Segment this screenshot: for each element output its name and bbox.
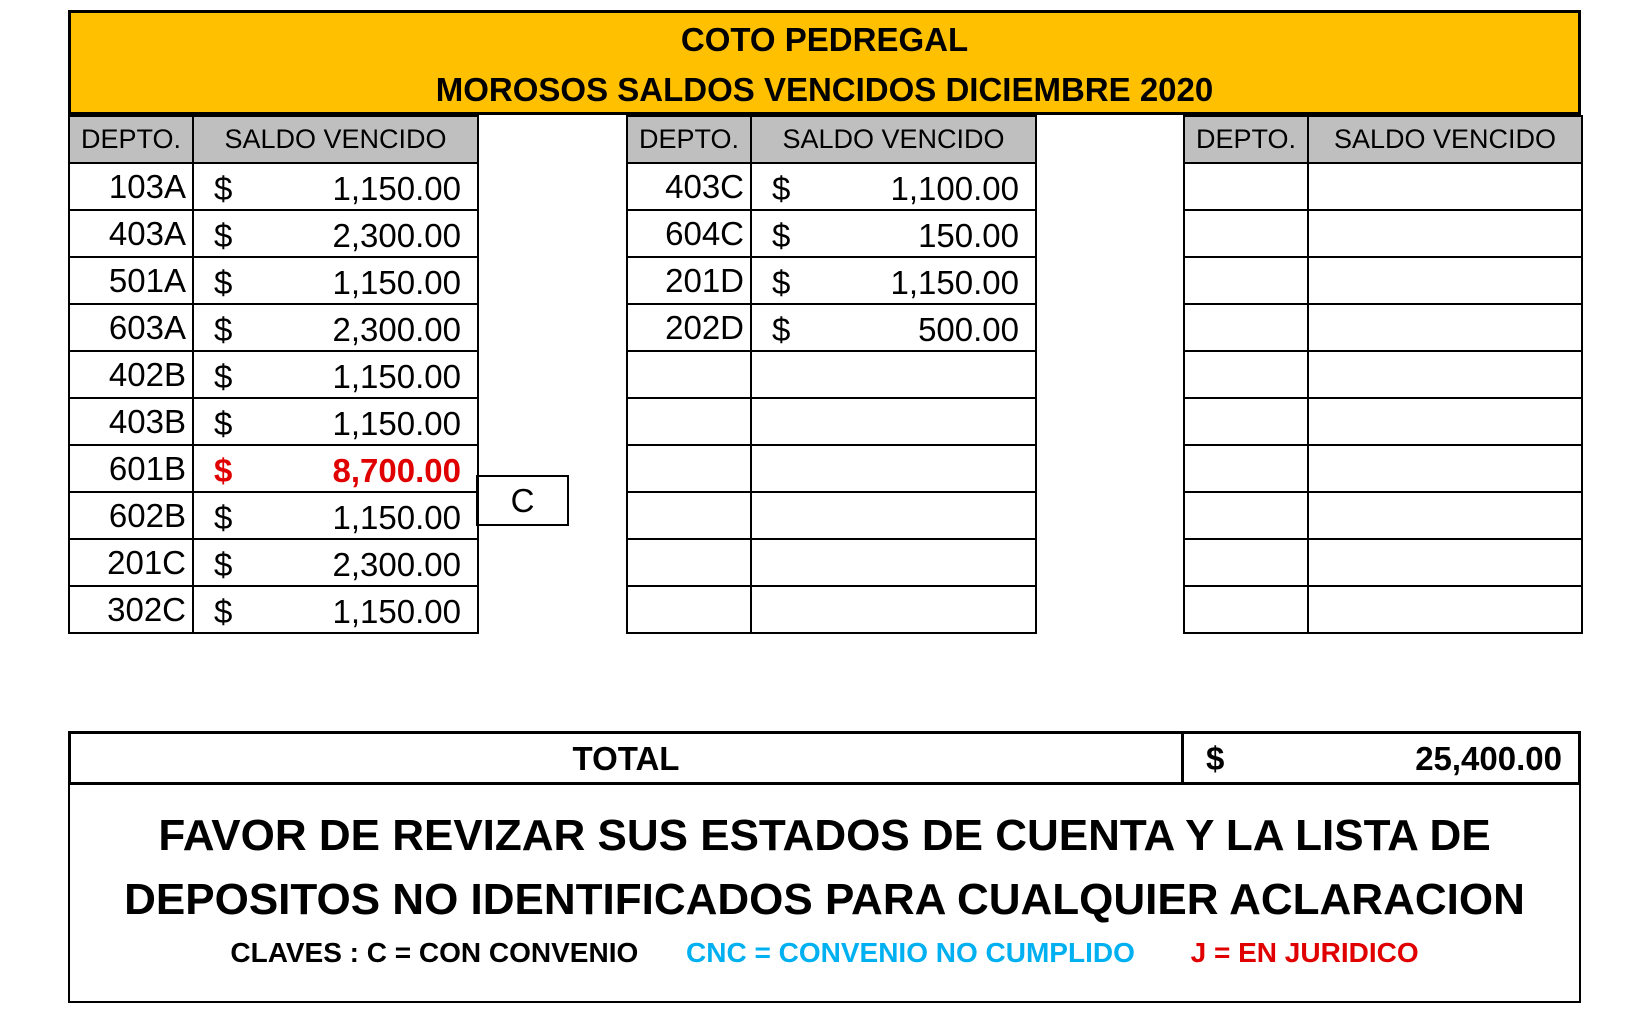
col-header-dept: DEPTO. [627,116,751,163]
table-row [69,257,478,304]
saldo-cell [193,351,478,398]
total-label: TOTAL [572,740,680,777]
table-row [627,445,1036,492]
currency-sign: $ [214,452,233,489]
saldo-cell [193,163,478,210]
balances-table-2 [626,115,1037,634]
col-header-saldo: SALDO VENCIDO [193,116,478,163]
table-row [627,586,1036,633]
saldo-cell [193,398,478,445]
currency-sign: $ [772,170,791,207]
saldo-cell [1308,210,1582,257]
saldo-cell [751,586,1036,633]
amount-value: 1,150.00 [890,264,1019,301]
table-row [1184,351,1582,398]
amount-value: 1,150.00 [332,264,461,301]
legend-key-c: CLAVES : C = CON CONVENIO [230,937,639,968]
currency-sign: $ [214,264,233,301]
saldo-cell [1308,304,1582,351]
dept-cell: 501A [69,257,193,304]
amount-value: 8,700.00 [332,452,461,489]
table-row [1184,445,1582,492]
total-row [68,731,1581,785]
saldo-cell [1308,398,1582,445]
dept-cell [627,398,751,445]
dept-cell: 202D [627,304,751,351]
saldo-cell [751,398,1036,445]
saldo-cell [1308,445,1582,492]
currency-sign: $ [214,311,233,348]
amount-value: 1,150.00 [332,170,461,207]
saldo-cell [751,163,1036,210]
table-row [69,304,478,351]
balances-table-3 [1183,115,1583,634]
saldo-cell [193,586,478,633]
dept-cell [627,351,751,398]
dept-cell [627,492,751,539]
saldo-cell [1308,351,1582,398]
currency-sign: $ [214,499,233,536]
table-row [1184,257,1582,304]
total-value: 25,400.00 [1415,740,1562,777]
saldo-cell [1308,492,1582,539]
amount-value: 1,150.00 [332,405,461,442]
currency-sign: $ [214,358,233,395]
amount-value: 2,300.00 [332,217,461,254]
amount-value: 1,150.00 [332,358,461,395]
currency-sign: $ [772,311,791,348]
dept-cell: 604C [627,210,751,257]
table-row [69,210,478,257]
dept-cell: 402B [69,351,193,398]
dept-cell: 602B [69,492,193,539]
dept-cell: 103A [69,163,193,210]
table-row [69,163,478,210]
legend-key-j: J = EN JURIDICO [1190,937,1419,968]
table-row [627,398,1036,445]
col-header-saldo: SALDO VENCIDO [1308,116,1582,163]
table-row [1184,304,1582,351]
currency-sign: $ [772,217,791,254]
dept-cell: 403B [69,398,193,445]
table-header-row [627,116,1036,163]
table-row [627,257,1036,304]
table-row [627,492,1036,539]
dept-cell [1184,492,1308,539]
table-row [627,163,1036,210]
table-row [627,351,1036,398]
col-header-dept: DEPTO. [1184,116,1308,163]
table-row [69,398,478,445]
dept-cell: 201D [627,257,751,304]
currency-sign: $ [214,170,233,207]
dept-cell: 603A [69,304,193,351]
dept-cell: 403C [627,163,751,210]
amount-value: 1,150.00 [332,593,461,630]
saldo-cell [751,539,1036,586]
table-row [1184,210,1582,257]
table-row [69,539,478,586]
balances-table-1 [68,115,479,634]
dept-cell: 403A [69,210,193,257]
saldo-cell [1308,257,1582,304]
saldo-cell [751,257,1036,304]
dept-cell [1184,351,1308,398]
dept-cell [1184,163,1308,210]
dept-cell: 601B [69,445,193,492]
saldo-cell [751,445,1036,492]
amount-value: 1,100.00 [890,170,1019,207]
amount-value: 500.00 [918,311,1019,348]
report-header [68,10,1581,115]
currency-sign: $ [214,546,233,583]
notice-line-1: FAVOR DE REVIZAR SUS ESTADOS DE CUENTA Y LA LISTA DE [158,811,1491,860]
legend-keys [70,937,1579,969]
col-header-dept: DEPTO. [69,116,193,163]
table-row [1184,398,1582,445]
dept-cell [1184,586,1308,633]
saldo-cell [751,351,1036,398]
table-row [69,586,478,633]
dept-cell: 302C [69,586,193,633]
report-title: COTO PEDREGAL [680,21,969,58]
table-row [627,539,1036,586]
table-row [1184,586,1582,633]
table-row [627,304,1036,351]
notice-line-2: DEPOSITOS NO IDENTIFICADOS PARA CUALQUIER ACLARACION [124,875,1525,924]
saldo-cell [751,492,1036,539]
dept-cell [1184,445,1308,492]
saldo-cell [193,492,478,539]
saldo-cell [1308,163,1582,210]
saldo-cell [193,539,478,586]
table-header-row [1184,116,1582,163]
amount-value: 2,300.00 [332,311,461,348]
table-header-row [69,116,478,163]
currency-sign: $ [772,264,791,301]
total-divider [1181,734,1184,782]
dept-cell [1184,210,1308,257]
key-cell-601b: C [476,475,569,526]
saldo-cell [751,210,1036,257]
saldo-cell [751,304,1036,351]
dept-cell [627,586,751,633]
table-row [1184,539,1582,586]
table-row [69,445,478,492]
dept-cell [627,445,751,492]
total-currency: $ [1206,740,1225,777]
saldo-cell [193,304,478,351]
amount-value: 1,150.00 [332,499,461,536]
dept-cell [1184,304,1308,351]
currency-sign: $ [214,593,233,630]
dept-cell [1184,257,1308,304]
table-row [69,351,478,398]
dept-cell [1184,398,1308,445]
saldo-cell [193,210,478,257]
saldo-cell [193,445,478,492]
table-row [69,492,478,539]
legend-key-cnc: CNC = CONVENIO NO CUMPLIDO [686,937,1135,968]
saldo-cell [1308,539,1582,586]
notice-box [68,785,1581,1003]
report-subtitle: MOROSOS SALDOS VENCIDOS DICIEMBRE 2020 [435,71,1214,108]
amount-value: 150.00 [918,217,1019,254]
currency-sign: $ [214,405,233,442]
col-header-saldo: SALDO VENCIDO [751,116,1036,163]
dept-cell: 201C [69,539,193,586]
currency-sign: $ [214,217,233,254]
amount-value: 2,300.00 [332,546,461,583]
table-row [1184,163,1582,210]
table-row [1184,492,1582,539]
dept-cell [1184,539,1308,586]
saldo-cell [193,257,478,304]
table-row [627,210,1036,257]
dept-cell [627,539,751,586]
saldo-cell [1308,586,1582,633]
